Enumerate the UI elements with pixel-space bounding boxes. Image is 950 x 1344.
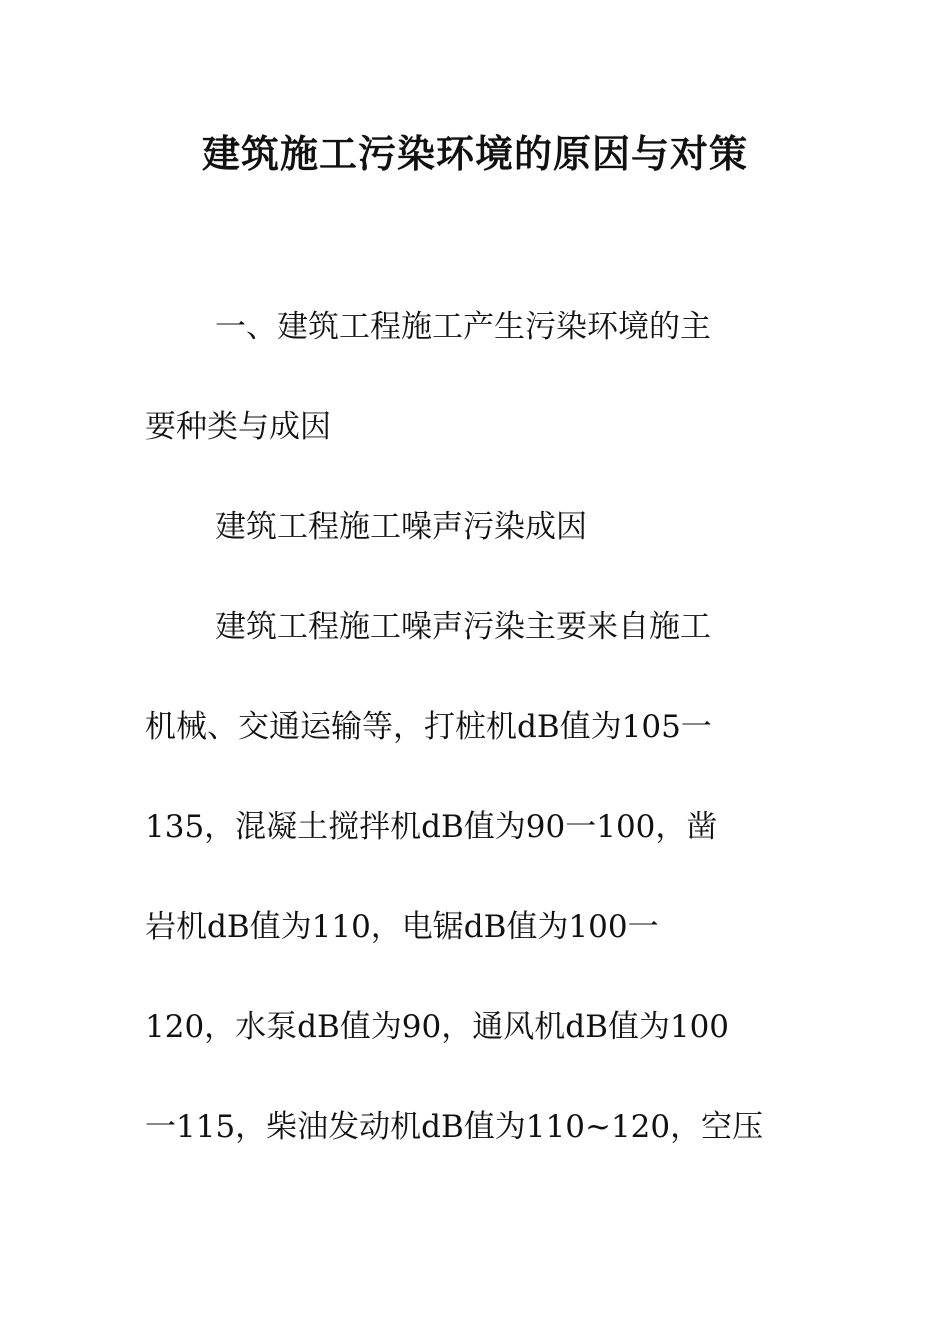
paragraph-line: 建筑工程施工噪声污染主要来自施工 bbox=[215, 609, 711, 645]
paragraph-line: 一、建筑工程施工产生污染环境的主 bbox=[215, 309, 711, 345]
paragraph-line: 岩机dB值为110，电锯dB值为100一 bbox=[145, 909, 659, 945]
paragraph-line: 要种类与成因 bbox=[145, 409, 331, 445]
paragraph-line: 一115，柴油发动机dB值为110~120，空压 bbox=[145, 1109, 764, 1145]
paragraph-line: 机械、交通运输等，打桩机dB值为105一 bbox=[145, 709, 712, 745]
paragraph-line: 135，混凝土搅拌机dB值为90一100，凿 bbox=[145, 809, 718, 845]
paragraph-line: 120，水泵dB值为90，通风机dB值为100 bbox=[145, 1009, 730, 1045]
document-title: 建筑施工污染环境的原因与对策 bbox=[201, 131, 748, 176]
section-heading: 建筑工程施工噪声污染成因 bbox=[215, 509, 587, 545]
